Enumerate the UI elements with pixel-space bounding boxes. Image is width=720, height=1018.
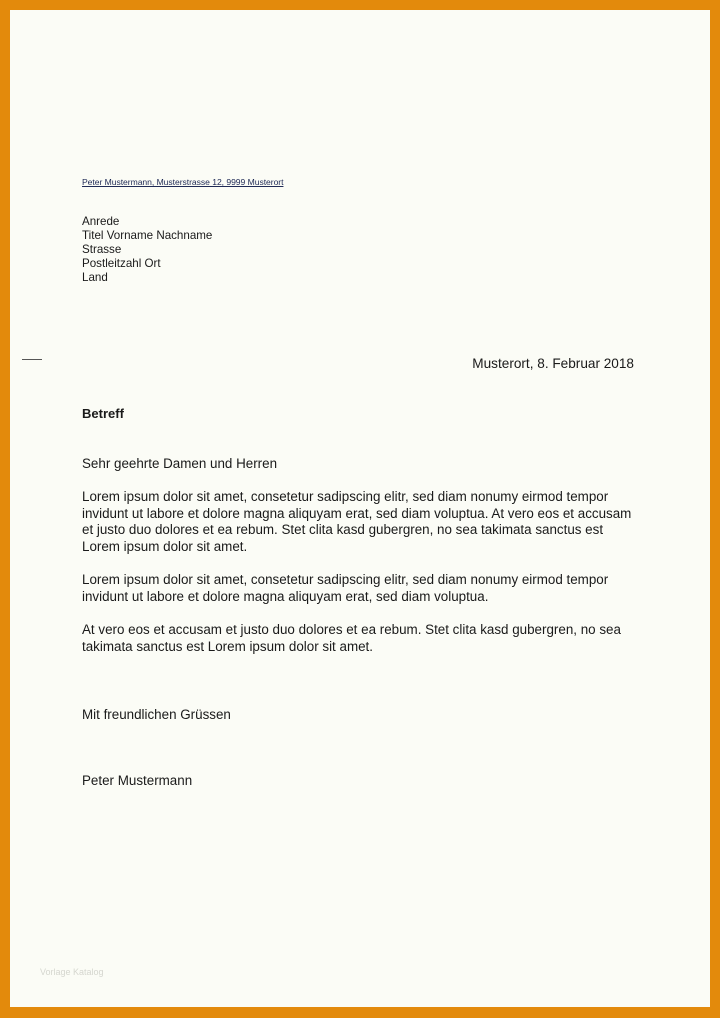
body-paragraph-1: Lorem ipsum dolor sit amet, consetetur sadipscing elitr, sed diam nonumy eirmod tempor invidunt ut labore et dolore magna aliquyam erat, sed diam voluptua. At vero eos et accusam et justo duo dolores et ea rebum. Stet clita kasd gubergren, no sea takimata sanctus est Lorem ipsum dolor sit amet. (82, 489, 632, 554)
body-paragraph-3: At vero eos et accusam et justo duo dolores et ea rebum. Stet clita kasd gubergren, no sea takimata sanctus est Lorem ipsum dolor sit amet. (82, 621, 621, 654)
letter-subject: Betreff (82, 406, 124, 421)
recipient-salutation: Anrede (82, 215, 120, 228)
fold-mark (22, 359, 42, 360)
recipient-country: Land (82, 271, 108, 284)
letter-greeting: Sehr geehrte Damen und Herren (82, 456, 278, 471)
recipient-postcode-city: Postleitzahl Ort (82, 257, 161, 270)
recipient-address-block (82, 215, 212, 285)
sender-address-line: Peter Mustermann, Musterstrasse 12, 9999 Musterort (82, 177, 284, 187)
body-paragraph-2: Lorem ipsum dolor sit amet, consetetur sadipscing elitr, sed diam nonumy eirmod tempor invidunt ut labore et dolore magna aliquyam erat, sed diam voluptua. (82, 572, 609, 604)
signature-name: Peter Mustermann (82, 773, 193, 788)
letter-date: Musterort, 8. Februar 2018 (472, 356, 634, 371)
letter-body (82, 456, 642, 672)
watermark: Vorlage Katalog (40, 967, 104, 977)
letter-page (10, 10, 710, 1007)
letter-closing: Mit freundlichen Grüssen (82, 707, 231, 722)
recipient-name: Titel Vorname Nachname (82, 229, 213, 242)
recipient-street: Strasse (82, 243, 122, 256)
